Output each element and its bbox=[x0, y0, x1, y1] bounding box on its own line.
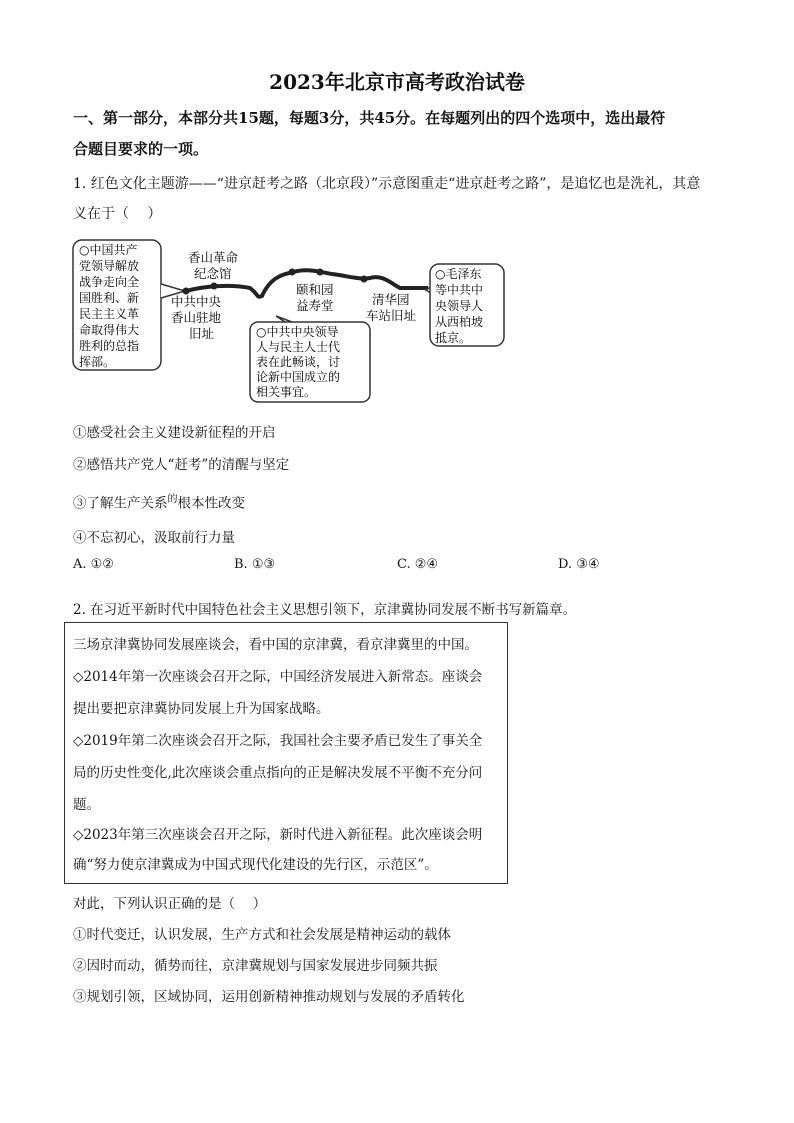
callout-right-text: ○毛泽东 等中共中 央领导人 从西柏坡 抵京。 bbox=[435, 267, 484, 345]
stop-xiangshan-memorial bbox=[211, 283, 218, 290]
stop-road-point bbox=[289, 269, 296, 276]
q2-question: 对此，下列认识正确的是（ ） bbox=[73, 896, 267, 912]
q2-box-line-6: 题。 bbox=[73, 797, 100, 813]
callout-left-text: ○中国共产 党领导解放 战争走向全 国胜利、新 民主主义革 命取得伟大 胜利的总指 挥部。 bbox=[79, 243, 140, 369]
route-map-figure bbox=[70, 236, 510, 406]
q1-option-a: A. ①② bbox=[73, 557, 114, 572]
q2-item-2: ②因时而动，循势而往，京津冀规划与国家发展进步同频共振 bbox=[73, 958, 438, 974]
label-xiangshan-site: 中共中央 香山驻地 旧址 bbox=[171, 294, 222, 341]
page-title: 2023年北京市高考政治试卷 bbox=[269, 70, 525, 94]
stop-qinghua-station bbox=[361, 276, 368, 283]
q1-item-4: ④不忘初心，汲取前行力量 bbox=[73, 530, 235, 546]
section-heading-line1: 一、第一部分，本部分共15题，每题3分，共45分。在每题列出的四个选项中，选出最符 bbox=[73, 109, 666, 127]
label-yiheyuan: 颐和园 益寿堂 bbox=[296, 282, 334, 313]
q2-item-1: ①时代变迁，认识发展，生产方式和社会发展是精神运动的载体 bbox=[73, 927, 451, 943]
q1-item-1: ①感受社会主义建设新征程的开启 bbox=[73, 425, 276, 441]
section-heading-line2: 合题目要求的一项。 bbox=[73, 140, 209, 158]
q1-item-3: ③了解生产关系$^的$根本性改变 bbox=[73, 494, 245, 512]
q2-box-line-2: ◇2014年第一次座谈会召开之际，中国经济发展进入新常态。座谈会 bbox=[73, 669, 483, 685]
q2-box-line-3: 提出要把京津冀协同发展上升为国家战略。 bbox=[73, 701, 330, 717]
q2-material-box bbox=[64, 622, 508, 884]
q2-box-line-1: 三场京津冀协同发展座谈会，看中国的京津冀，看京津冀里的中国。 bbox=[73, 637, 478, 653]
callout-bottom-text: ○中共中央领导 人与民主人士代 表在此畅谈，讨 论新中国成立的 相关事宜。 bbox=[256, 325, 341, 399]
q1-item-2: ②感悟共产党人“赶考”的清醒与坚定 bbox=[73, 457, 290, 473]
q2-stem: 2. 在习近平新时代中国特色社会主义思想引领下，京津冀协同发展不断书写新篇章。 bbox=[73, 602, 577, 618]
q2-item-3: ③规划引领，区域协同，运用创新精神推动规划与发展的矛盾转化 bbox=[73, 989, 465, 1005]
q1-stem-line2: 义在于（ ） bbox=[73, 206, 162, 222]
q1-stem-line1: 1. 红色文化主题游——“进京赶考之路（北京段）”示意图重走“进京赶考之路”，是追忆也是洗礼，其意 bbox=[73, 176, 701, 192]
q2-box-line-4: ◇2019年第二次座谈会召开之际，我国社会主要矛盾已发生了事关全 bbox=[73, 733, 483, 749]
q1-option-b: B. ①③ bbox=[234, 557, 276, 572]
q1-option-d: D. ③④ bbox=[558, 557, 600, 572]
q1-option-c: C. ②④ bbox=[397, 557, 439, 572]
stop-yiheyuan bbox=[317, 269, 324, 276]
callout-bottom-pointer bbox=[276, 316, 292, 322]
q2-box-line-5: 局的历史性变化,此次座谈会重点指向的正是解决发展不平衡不充分问 bbox=[73, 765, 483, 781]
label-xiangshan-memorial: 香山革命 纪念馆 bbox=[188, 250, 239, 281]
q2-box-line-7: ◇2023年第三次座谈会召开之际，新时代进入新征程。此次座谈会明 bbox=[73, 827, 483, 843]
q2-box-line-8: 确“努力使京津冀成为中国式现代化建设的先行区，示范区”。 bbox=[73, 857, 438, 873]
label-qinghua-station: 清华园 车站旧址 bbox=[366, 292, 417, 323]
